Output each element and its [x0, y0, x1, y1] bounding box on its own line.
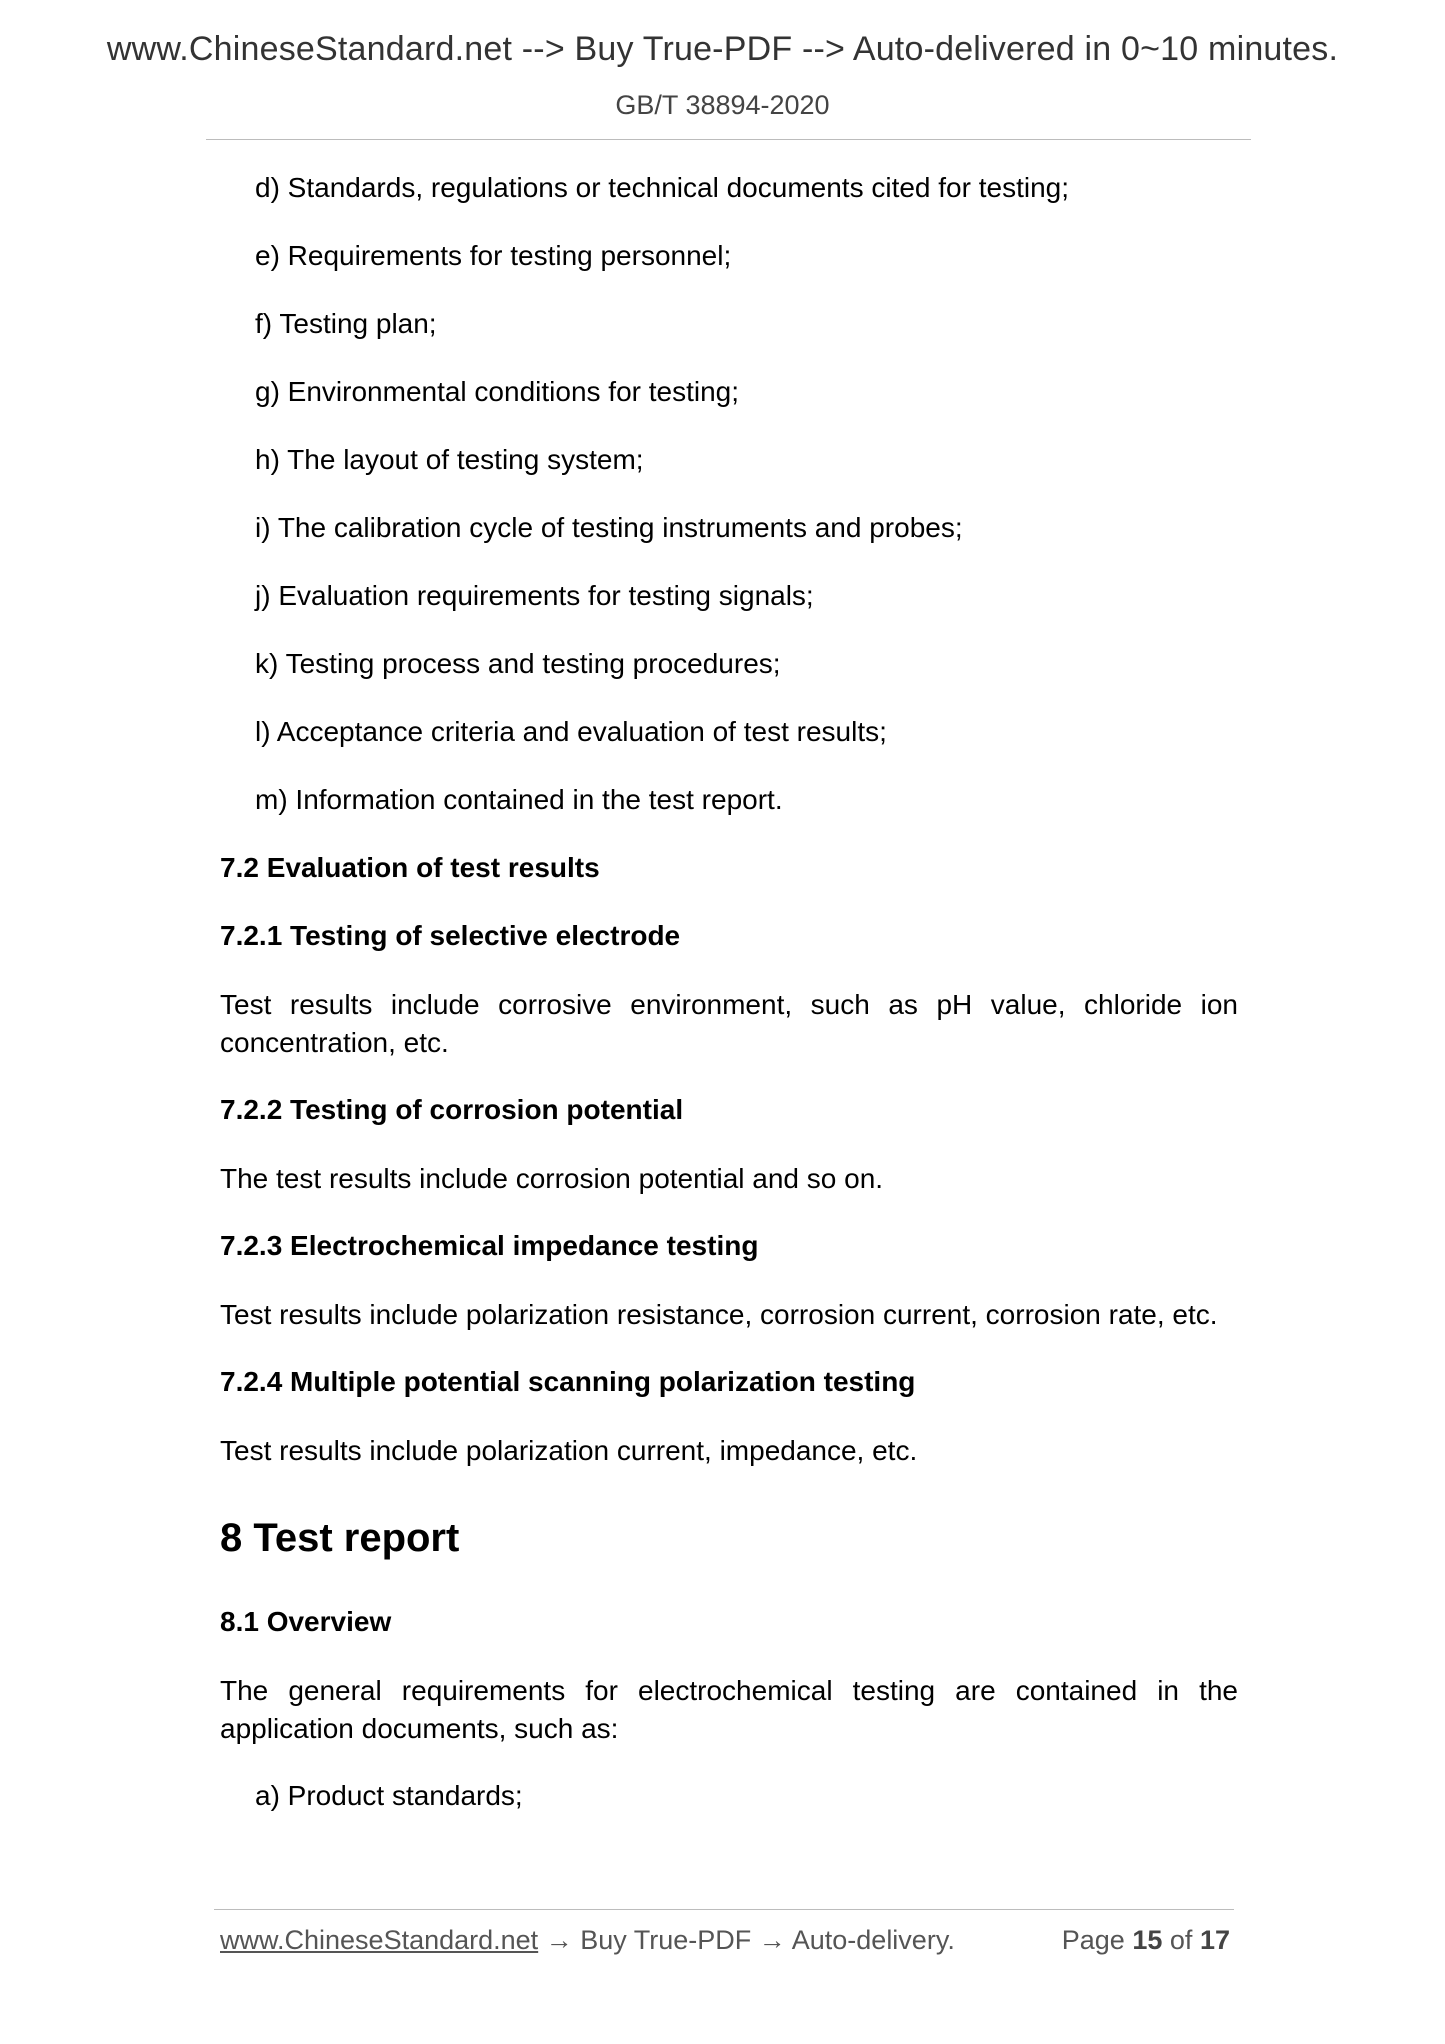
list-item-d: d) Standards, regulations or technical documents cited for testing;: [255, 172, 1069, 203]
footer-tagline: → Buy True-PDF → Auto-delivery.: [538, 1925, 955, 1955]
list-item-e: e) Requirements for testing personnel;: [255, 240, 732, 271]
paragraph-7-2-1: Test results include corrosive environment, such as pH value, chloride ion concentration, etc.: [220, 989, 1238, 1058]
list-item-a: a) Product standards;: [255, 1780, 523, 1811]
page-number: [1062, 1925, 1230, 1956]
list-item-k: k) Testing process and testing procedures;: [255, 648, 781, 679]
page-current: 15: [1132, 1925, 1163, 1955]
page-content: [220, 170, 1238, 1846]
section-heading-7-2-2: 7.2.2 Testing of corrosion potential: [220, 1094, 684, 1125]
of-label: of: [1169, 1925, 1193, 1955]
footer-divider: [214, 1909, 1234, 1910]
list-item-m: m) Information contained in the test report.: [255, 784, 783, 815]
standard-code: GB/T 38894-2020: [615, 90, 830, 120]
footer-website-link[interactable]: www.ChineseStandard.net: [220, 1925, 539, 1955]
paragraph-7-2-3: Test results include polarization resistance, corrosion current, corrosion rate, etc.: [220, 1299, 1218, 1330]
section-heading-7-2-3: 7.2.3 Electrochemical impedance testing: [220, 1230, 759, 1261]
section-heading-7-2: 7.2 Evaluation of test results: [220, 852, 600, 883]
paragraph-8-1: The general requirements for electrochemical testing are contained in the application documents, such as:: [220, 1675, 1238, 1744]
page-footer: [220, 1925, 1230, 1956]
list-item-h: h) The layout of testing system;: [255, 444, 644, 475]
top-banner: www.ChineseStandard.net --> Buy True-PDF --> Auto-delivered in 0~10 minutes.: [106, 30, 1339, 68]
list-item-l: l) Acceptance criteria and evaluation of test results;: [255, 716, 887, 747]
chapter-title-8: 8 Test report: [220, 1516, 460, 1560]
list-item-g: g) Environmental conditions for testing;: [255, 376, 740, 407]
page-total: 17: [1199, 1925, 1230, 1955]
section-heading-8-1: 8.1 Overview: [220, 1606, 392, 1637]
paragraph-7-2-4: Test results include polarization current, impedance, etc.: [220, 1435, 918, 1466]
header-divider: [206, 139, 1251, 140]
list-item-j: j) Evaluation requirements for testing signals;: [255, 580, 814, 611]
list-item-i: i) The calibration cycle of testing instruments and probes;: [255, 512, 963, 543]
section-heading-7-2-1: 7.2.1 Testing of selective electrode: [220, 920, 681, 951]
list-item-f: f) Testing plan;: [255, 308, 437, 339]
paragraph-7-2-2: The test results include corrosion potential and so on.: [220, 1163, 884, 1194]
page-label: Page: [1061, 1925, 1125, 1955]
section-heading-7-2-4: 7.2.4 Multiple potential scanning polarization testing: [220, 1366, 916, 1397]
